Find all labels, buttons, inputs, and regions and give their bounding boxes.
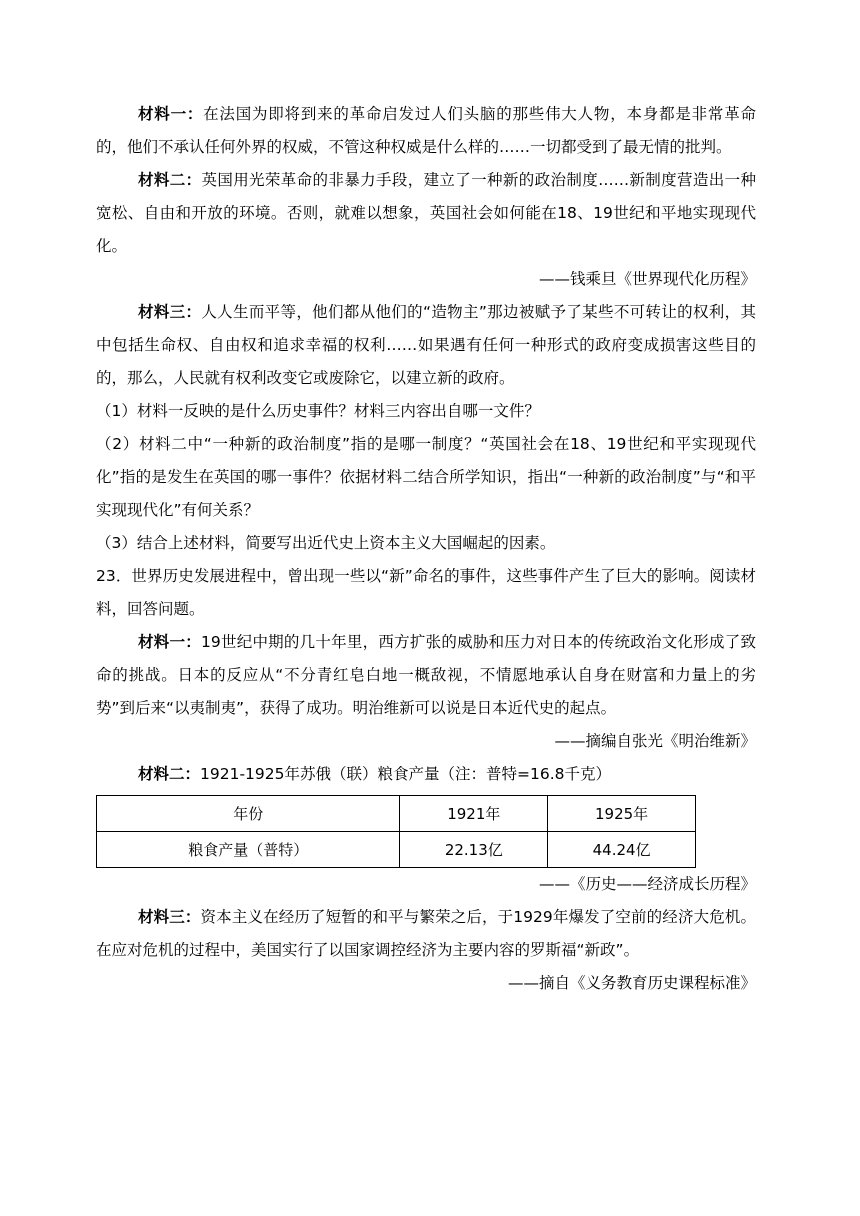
material-label: 材料三： bbox=[138, 303, 202, 321]
grain-output-table bbox=[96, 795, 696, 868]
q23-material-3 bbox=[96, 901, 756, 967]
q22-material-2-source: ——钱乘旦《世界现代化历程》 bbox=[538, 270, 756, 288]
material-label: 材料二： bbox=[138, 171, 202, 189]
q22-material-1 bbox=[96, 98, 756, 164]
table-header-cell: 1921年 bbox=[400, 796, 548, 832]
q23-material-2-source: ——《历史——经济成长历程》 bbox=[538, 875, 756, 893]
material-text: 资本主义在经历了短暂的和平与繁荣之后，于1929年爆发了空前的经济大危机。在应对危机的过程中，美国实行了以国家调控经济为主要内容的罗斯福“新政”。 bbox=[96, 908, 756, 959]
table-cell: 粮食产量（普特） bbox=[97, 832, 400, 868]
table-cell: 22.13亿 bbox=[400, 832, 548, 868]
table-header-row bbox=[97, 796, 696, 832]
material-text: 英国用光荣革命的非暴力手段，建立了一种新的政治制度……新制度营造出一种宽松、自由和开放的环境。否则，就难以想象，英国社会如何能在18、19世纪和平地实现现代化。 bbox=[96, 171, 756, 255]
q22-question-1: （1）材料一反映的是什么历史事件？材料三内容出自哪一文件？ bbox=[96, 402, 540, 420]
material-text: 1921-1925年苏俄（联）粮食产量（注：普特=16.8千克） bbox=[200, 765, 612, 783]
table-row bbox=[97, 832, 696, 868]
q22-material-2 bbox=[96, 164, 756, 263]
material-text: 人人生而平等，他们都从他们的“造物主”那边被赋予了某些不可转让的权利，其中包括生命权、自由权和追求幸福的权利……如果遇有任何一种形式的政府变成损害这些目的的，那么，人民就有权利改变它或废除它，以建立新的政府。 bbox=[96, 303, 756, 387]
material-label: 材料二： bbox=[138, 765, 201, 783]
q23-material-3-source: ——摘自《义务教育历史课程标准》 bbox=[507, 974, 756, 992]
q23-material-1 bbox=[96, 626, 756, 725]
q22-material-3 bbox=[96, 296, 756, 395]
q23-material-1-source: ——摘编自张光《明治维新》 bbox=[554, 732, 756, 750]
q22-question-3: （3）结合上述材料，简要写出近代史上资本主义大国崛起的因素。 bbox=[96, 534, 556, 552]
q23-stem: 23．世界历史发展进程中，曾出现一些以“新”命名的事件，这些事件产生了巨大的影响。阅读材料，回答问题。 bbox=[96, 567, 756, 618]
table-header-cell: 年份 bbox=[97, 796, 400, 832]
table-cell: 44.24亿 bbox=[548, 832, 696, 868]
material-text: 19世纪中期的几十年里，西方扩张的威胁和压力对日本的传统政治文化形成了致命的挑战。日本的反应从“不分青红皂白地一概敌视，不情愿地承认自身在财富和力量上的劣势”到后来“以夷制夷”，获得了成功。明治维新可以说是日本近代史的起点。 bbox=[96, 633, 756, 717]
q22-question-2: （2）材料二中“一种新的政治制度”指的是哪一制度？“英国社会在18、19世纪和平实现现代化”指的是发生在英国的哪一事件？依据材料二结合所学知识，指出“一种新的政治制度”与“和平实现现代化”有何关系？ bbox=[96, 435, 756, 519]
table-header-cell: 1925年 bbox=[548, 796, 696, 832]
document-page bbox=[96, 98, 756, 1000]
q23-material-2 bbox=[96, 758, 756, 791]
material-label: 材料一： bbox=[138, 633, 201, 651]
material-label: 材料一： bbox=[138, 105, 204, 123]
material-text: 在法国为即将到来的革命启发过人们头脑的那些伟大人物，本身都是非常革命的，他们不承认任何外界的权威，不管这种权威是什么样的……一切都受到了最无情的批判。 bbox=[96, 105, 756, 156]
material-label: 材料三： bbox=[138, 908, 201, 926]
